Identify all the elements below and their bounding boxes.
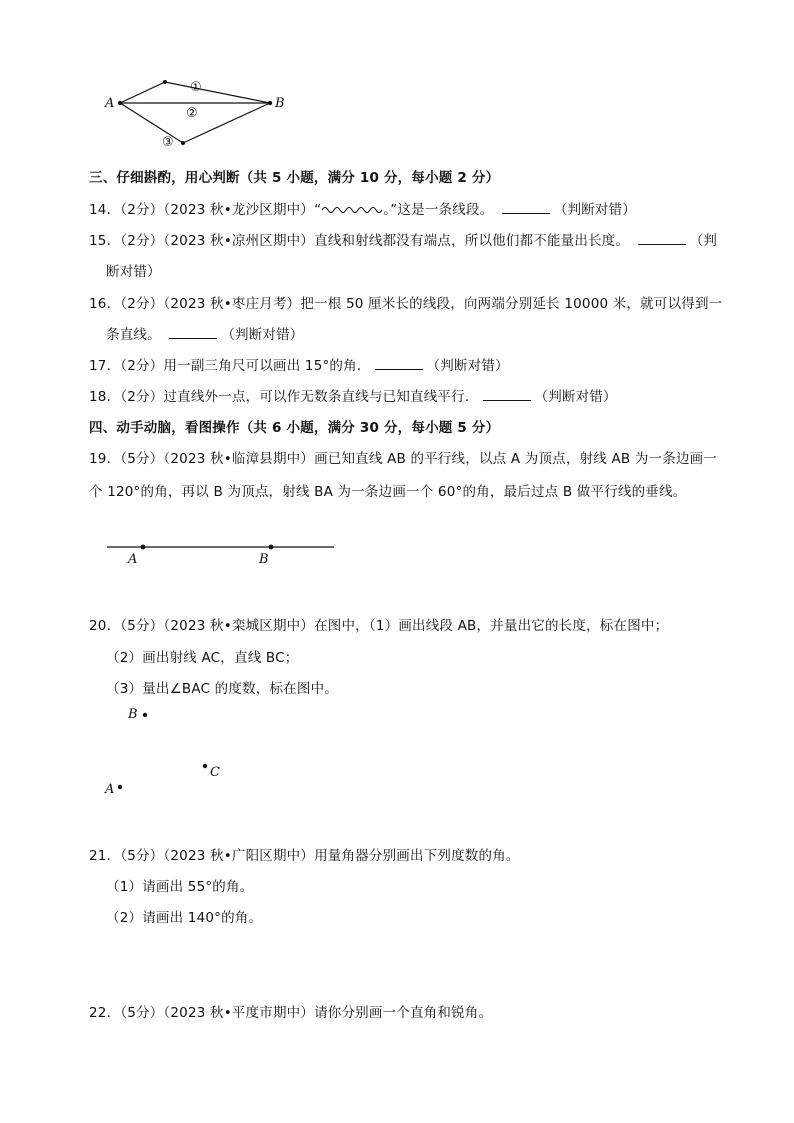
answer-blank-18[interactable] [483, 388, 531, 401]
fig-label-b: B [275, 96, 285, 111]
q19-label-a: A [128, 552, 138, 567]
q18-text: 18．（2分）过直线外一点，可以作无数条直线与已知直线平行． [89, 389, 479, 405]
q15-tail: （判 [689, 233, 718, 249]
q20-label-b: B [128, 707, 138, 722]
q17-tail: （判断对错） [426, 358, 509, 374]
question-18 [89, 385, 617, 405]
point-a [118, 785, 122, 789]
q19-label-b: B [259, 552, 269, 567]
answer-blank-14[interactable] [502, 201, 550, 214]
q19-line2: 个 120°的角，再以 B 为顶点，射线 BA 为一条边画一个 60°的角，最后过点 B 做平行线的垂线。 [89, 484, 687, 500]
point-b [269, 545, 274, 550]
q16-line2 [106, 323, 304, 343]
path-3-dot [181, 141, 185, 145]
answer-blank-17[interactable] [375, 357, 423, 370]
q20-points [100, 700, 220, 800]
q20-label-a: A [105, 782, 115, 797]
q15-line2: 断对错） [106, 264, 161, 280]
path-1-dot [163, 80, 167, 84]
q21-line3: （2）请画出 140°的角。 [106, 910, 263, 926]
answer-blank-15[interactable] [638, 232, 686, 245]
question-14 [89, 198, 636, 218]
question-21: 21．（5分）（2023 秋•广阳区期中）用量角器分别画出下列度数的角。 [89, 848, 520, 864]
question-22: 22．（5分）（2023 秋•平度市期中）请你分别画一个直角和锐角。 [89, 1005, 493, 1021]
q20-line2: （2）画出射线 AC，直线 BC； [106, 650, 299, 666]
q20-line3: （3）量出∠BAC 的度数，标在图中。 [106, 681, 338, 697]
question-17 [89, 354, 509, 374]
question-16: 16．（2分）（2023 秋•枣庄月考）把一根 50 厘米长的线段，向两端分别延长 10000 米，就可以得到一 [89, 296, 723, 312]
point-a [141, 545, 146, 550]
fig-label-path1: ① [190, 80, 202, 95]
fig-label-path2: ② [186, 106, 198, 121]
section-3-title: 三、仔细斟酌，用心判断（共 5 小题，满分 10 分，每小题 2 分） [89, 170, 500, 186]
fig-label-a: A [105, 96, 115, 111]
q16-text2: 条直线。 [106, 327, 161, 343]
q16-tail: （判断对错） [221, 327, 304, 343]
q20-label-c: C [210, 765, 220, 780]
section-4-title: 四、动手动脑，看图操作（共 6 小题，满分 30 分，每小题 5 分） [89, 420, 500, 436]
point-b [268, 101, 272, 105]
q14-after: 。”这是一条线段。 [383, 202, 494, 218]
point-a [118, 101, 122, 105]
q14-text: 14．（2分）（2023 秋•龙沙区期中）“ [89, 202, 322, 218]
q18-tail: （判断对错） [534, 389, 617, 405]
q17-text: 17．（2分）用一副三角尺可以画出 15°的角． [89, 358, 371, 374]
fig-label-path3: ③ [162, 135, 174, 150]
q21-line2: （1）请画出 55°的角。 [106, 879, 254, 895]
point-c [203, 764, 207, 768]
question-15 [89, 229, 717, 249]
q14-tail: （判断对错） [553, 202, 637, 218]
question-20: 20．（5分）（2023 秋•栾城区期中）在图中，（1）画出线段 AB，并量出它的长度，标在图中； [89, 618, 669, 634]
q15-text: 15．（2分）（2023 秋•凉州区期中）直线和射线都没有端点，所以他们都不能量出长度。 [89, 233, 630, 249]
question-19: 19．（5分）（2023 秋•临漳县期中）画已知直线 AB 的平行线，以点 A 为顶点，射线 AB 为一条边画一 [89, 451, 718, 467]
point-b [143, 713, 147, 717]
wavy-line-icon [321, 205, 383, 215]
answer-blank-16[interactable] [169, 326, 217, 339]
